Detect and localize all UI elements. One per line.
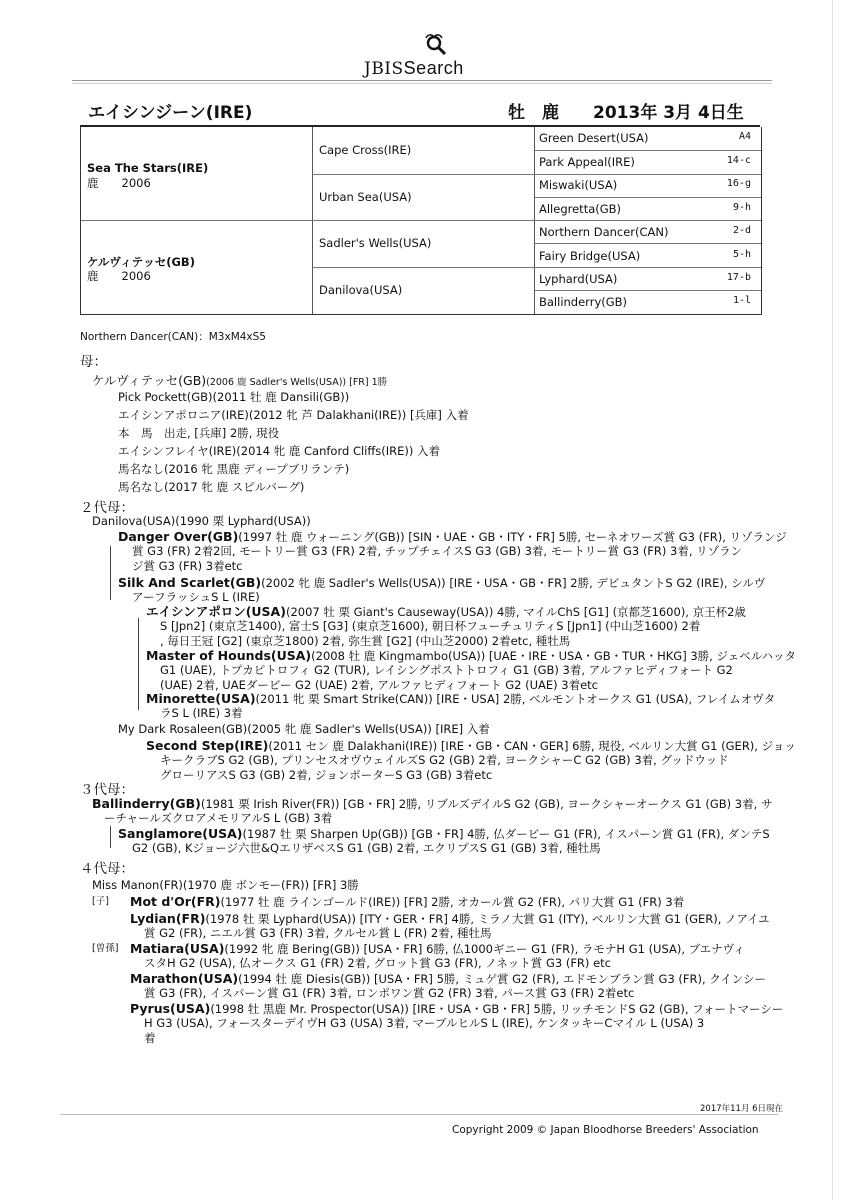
sire-name: Sea The Stars(IRE) (87, 161, 209, 175)
family-number: 2-d (732, 225, 751, 236)
dam-child: 馬名なし(2016 牝 黒鹿 ディープブリランテ) (118, 462, 350, 476)
pedigree-sire-sire: Cape Cross(IRE) (319, 143, 412, 157)
g4-great-grandchild-tag: [曽孫] (92, 943, 119, 954)
as-of-date: 2017年11月 6日現在 (700, 1104, 784, 1114)
g2-sub-entry: Minorette(USA)(2011 牝 栗 Smart Strike(CAN)) [IRE・USA] 2勝, ベルモントオークス G1 (USA), フレイムオヴタ (146, 691, 776, 706)
dam-child: エイシンアポロニア(IRE)(2012 牝 芦 Dalakhani(IRE)) [兵庫] 入着 (118, 408, 469, 422)
page-edge-rule (832, 0, 833, 1200)
g2-sub-entry: Master of Hounds(USA)(2008 牡 鹿 Kingmambo(USA)) [UAE・IRE・USA・GB・TUR・HKG] 3勝, ジェベルハッタ (146, 648, 796, 663)
pedigree-g3-7: Lyphard(USA) 17-b (539, 272, 751, 286)
pedigree-g3-8: Ballinderry(GB) 1-l (539, 295, 751, 309)
logo-suffix: Search (403, 58, 464, 78)
g2-sub-entry: Second Step(IRE)(2011 セン 鹿 Dalakhani(IRE)) [IRE・GB・CAN・GER] 6勝, 現役, ベルリン大賞 G1 (GER), ジョッ (146, 738, 796, 753)
pedigree-dam-sire: Sadler's Wells(USA) (319, 236, 432, 250)
section-g3-heading: ３代母： (80, 782, 134, 798)
g4-entry: Marathon(USA)(1994 牡 鹿 Diesis(GB)) [USA・FR] 5勝, ミュゲ賞 G2 (FR), エドモンブラン賞 G3 (FR), クインシー (130, 971, 766, 986)
footer-rule (60, 1114, 778, 1115)
pedigree-g3-3: Miswaki(USA) 16-g (539, 178, 751, 192)
horse-sex-color: 牡 鹿 (508, 103, 559, 123)
g2-entry: Silk And Scarlet(GB)(2002 牝 鹿 Sadler's Wells(USA)) [IRE・USA・GB・FR] 2勝, デビュタントS G2 (IRE), シルヴ (118, 575, 766, 590)
family-bracket (138, 618, 139, 710)
header-rule-light (72, 83, 772, 84)
family-number: 17-b (726, 272, 751, 283)
sire-info: 鹿 2006 (87, 176, 151, 190)
horse-name: エイシンジーン(IRE) (88, 103, 253, 123)
pedigree-table (80, 127, 762, 315)
family-number: A4 (738, 131, 751, 142)
family-bracket (110, 826, 111, 848)
logo-mascot-icon (420, 34, 450, 60)
jbis-search-logo (364, 40, 494, 84)
pedigree-g3-5: Northern Dancer(CAN) 2-d (539, 225, 751, 239)
horse-birth-date: 2013年 3月 4日生 (593, 103, 744, 123)
inbreeding-note: Northern Dancer(CAN)：M3xM4xS5 (80, 331, 266, 343)
g2-sub-entry: エイシンアポロン(USA)(2007 牡 栗 Giant's Causeway(USA)) 4勝, マイルChS [G1] (京都芝1600), 京王杯2歳 (146, 604, 746, 619)
dam-info: 鹿 2006 (87, 269, 151, 283)
pedigree-g3-2: Park Appeal(IRE) 14-c (539, 155, 751, 169)
section-g4-heading: ４代母： (80, 861, 134, 877)
pedigree-g3-4: Allegretta(GB) 9-h (539, 202, 751, 216)
family-number: 1-l (732, 295, 751, 306)
dam-child-self: 本 馬 出走, [兵庫] 2勝, 現役 (118, 426, 280, 440)
g4-entry: Lydian(FR)(1978 牡 栗 Lyphard(USA)) [ITY・GER・FR] 4勝, ミラノ大賞 G1 (ITY), ベルリン大賞 G1 (GER), ノアイユ (130, 911, 770, 926)
g4-entry: Matiara(USA)(1992 牝 鹿 Bering(GB)) [USA・FR] 6勝, 仏1000ギニー G1 (FR), ラモナH G1 (USA), ブエナヴィ (130, 941, 745, 956)
family-number: 9-h (732, 202, 751, 213)
g3-entry: Sanglamore(USA)(1987 牡 栗 Sharpen Up(GB)) [GB・FR] 4勝, 仏ダービー G1 (FR), イスパーン賞 G1 (FR), ダンテS (118, 826, 770, 841)
g4-child-tag: [子] (92, 896, 109, 907)
family-number: 16-g (726, 178, 751, 189)
dam-child: Pick Pockett(GB)(2011 牡 鹿 Dansili(GB)) (118, 390, 350, 404)
copyright: Copyright 2009 © Japan Bloodhorse Breeders' Association (452, 1124, 759, 1136)
pedigree-dam-dam: Danilova(USA) (319, 283, 403, 297)
dam-line: ケルヴィテッセ(GB)(2006 鹿 Sadler's Wells(USA)) [FR] 1勝 (92, 373, 388, 388)
pedigree-g3-6: Fairy Bridge(USA) 5-h (539, 249, 751, 263)
pedigree-g3-1: Green Desert(USA) A4 (539, 131, 751, 145)
family-number: 5-h (732, 249, 751, 260)
dam-name: ケルヴィテッセ(GB) (87, 255, 195, 269)
g2-dam-daughter: My Dark Rosaleen(GB)(2005 牝 鹿 Sadler's Wells(USA)) [IRE] 入着 (118, 722, 490, 736)
pedigree-sire-dam: Urban Sea(USA) (319, 190, 412, 204)
g3-entry: Ballinderry(GB)(1981 栗 Irish River(FR)) [GB・FR] 2勝, リブルズデイルS G2 (GB), ヨークシャーオークス G1 (GB) 3着, サ (92, 796, 773, 811)
family-bracket (110, 546, 111, 600)
logo-prefix: JBIS (364, 59, 404, 79)
dam-child: 馬名なし(2017 牝 鹿 スピルバーグ) (118, 480, 305, 494)
section-g2-heading: ２代母： (80, 500, 134, 516)
family-number: 14-c (726, 155, 751, 166)
dam-child: エイシンフレイヤ(IRE)(2014 牝 鹿 Canford Cliffs(IRE)) 入着 (118, 444, 441, 458)
g4-entry: Pyrus(USA)(1998 牡 黒鹿 Mr. Prospector(USA)) [IRE・USA・GB・FR] 5勝, リッチモンドS G2 (GB), フォートマーシー (130, 1001, 784, 1016)
g4-dam-line: Miss Manon(FR)(1970 鹿 ボンモー(FR)) [FR] 3勝 (92, 878, 359, 892)
g2-dam-line: Danilova(USA)(1990 栗 Lyphard(USA)) (92, 514, 311, 528)
horse-title-row (88, 98, 768, 126)
g4-entry: Mot d'Or(FR)(1977 牡 鹿 ラインゴールド(IRE)) [FR] 2勝, オカール賞 G2 (FR), パリ大賞 G1 (FR) 3着 (130, 894, 685, 909)
g2-entry: Danger Over(GB)(1997 牡 鹿 ウォーニング(GB)) [SIN・UAE・GB・ITY・FR] 5勝, セーネオワーズ賞 G3 (FR), リゾランジ (118, 529, 787, 544)
section-dam-heading: 母： (80, 354, 107, 370)
header-rule (72, 80, 772, 81)
